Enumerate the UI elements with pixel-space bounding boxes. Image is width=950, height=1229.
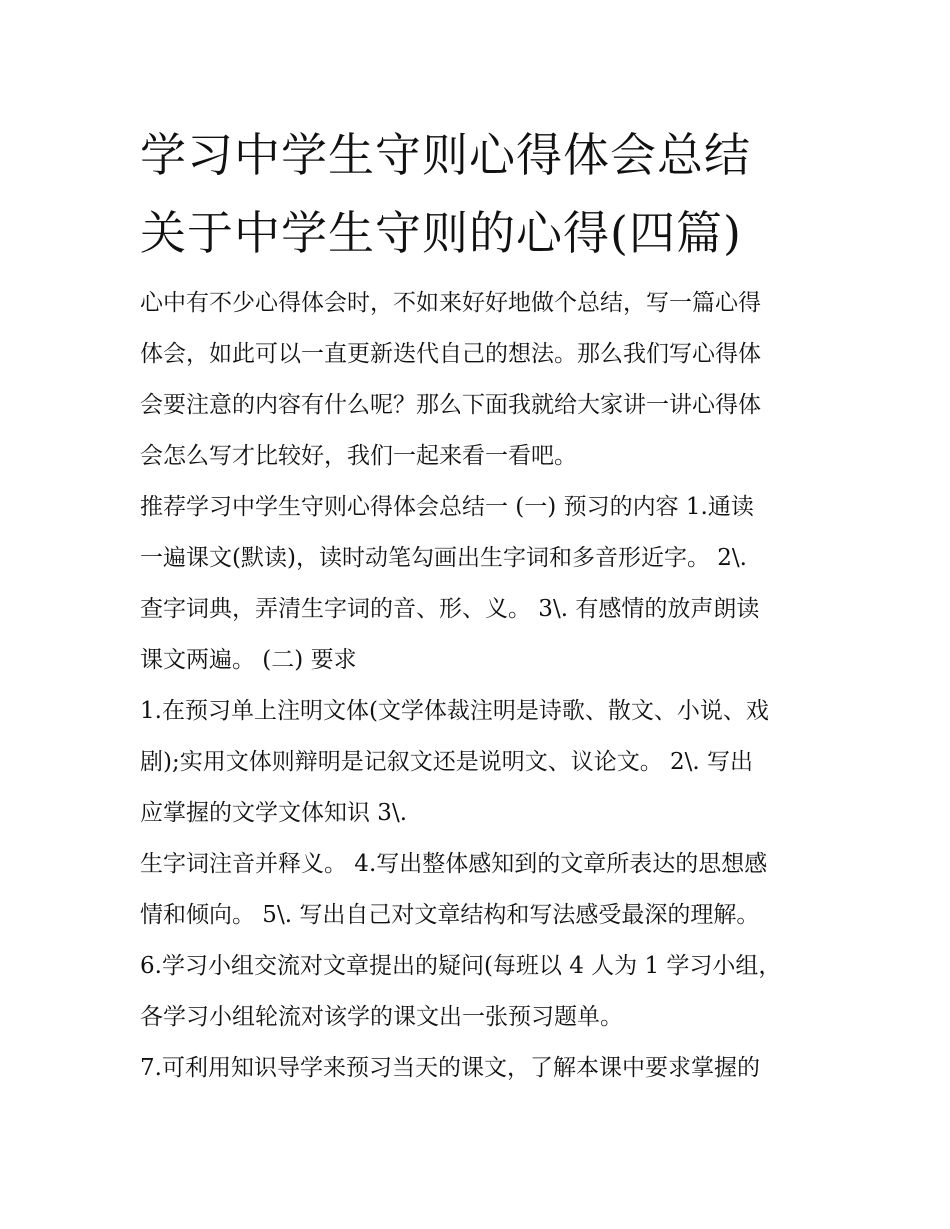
paragraph-requirement-1 (140, 686, 820, 839)
text-line: 查字词典，弄清生字词的音、形、义。 3\. 有感情的放声朗读 (140, 596, 760, 622)
text-line: 应掌握的文学文体知识 3\. (140, 800, 408, 826)
text-line: 一遍课文(默读)，读时动笔勾画出生字词和多音形近字。 2\. (140, 545, 747, 571)
text-line: 情和倾向。 5\. 写出自己对文章结构和写法感受最深的理解。 (140, 902, 760, 928)
text-line: 剧);实用文体则辩明是记叙文还是说明文、议论文。 2\. 写出 (140, 749, 754, 775)
paragraph-preview-content (140, 482, 820, 686)
paragraph-requirement-4 (140, 839, 820, 941)
text-line: 推荐学习中学生守则心得体会总结一 (一) 预习的内容 1.通读 (140, 494, 754, 520)
title-line-1: 学习中学生守则心得体会总结 (140, 128, 751, 182)
text-line: 各学习小组轮流对该学的课文出一张预习题单。 (140, 1004, 623, 1030)
paragraph-intro (140, 278, 820, 482)
text-line: 1.在预习单上注明文体(文学体裁注明是诗歌、散文、小说、戏 (140, 698, 769, 724)
document-body (140, 278, 820, 1094)
document-title (140, 116, 820, 272)
text-line: 6.学习小组交流对文章提出的疑问(每班以 4 人为 1 学习小组， (140, 953, 782, 979)
title-line-2: 关于中学生守则的心得(四篇) (140, 206, 742, 260)
text-line: 会要注意的内容有什么呢？那么下面我就给大家讲一讲心得体 (140, 392, 761, 418)
paragraph-requirement-7 (140, 1043, 820, 1094)
paragraph-requirement-6 (140, 941, 820, 1043)
text-line: 会怎么写才比较好，我们一起来看一看吧。 (140, 443, 577, 469)
text-line: 生字词注音并释义。 4.写出整体感知到的文章所表达的思想感 (140, 851, 768, 877)
text-line: 体会，如此可以一直更新迭代自己的想法。那么我们写心得体 (140, 341, 761, 367)
text-line: 心中有不少心得体会时，不如来好好地做个总结，写一篇心得 (140, 290, 761, 316)
text-line: 课文两遍。 (二) 要求 (140, 647, 357, 673)
text-line: 7.可利用知识导学来预习当天的课文，了解本课中要求掌握的 (140, 1055, 760, 1081)
